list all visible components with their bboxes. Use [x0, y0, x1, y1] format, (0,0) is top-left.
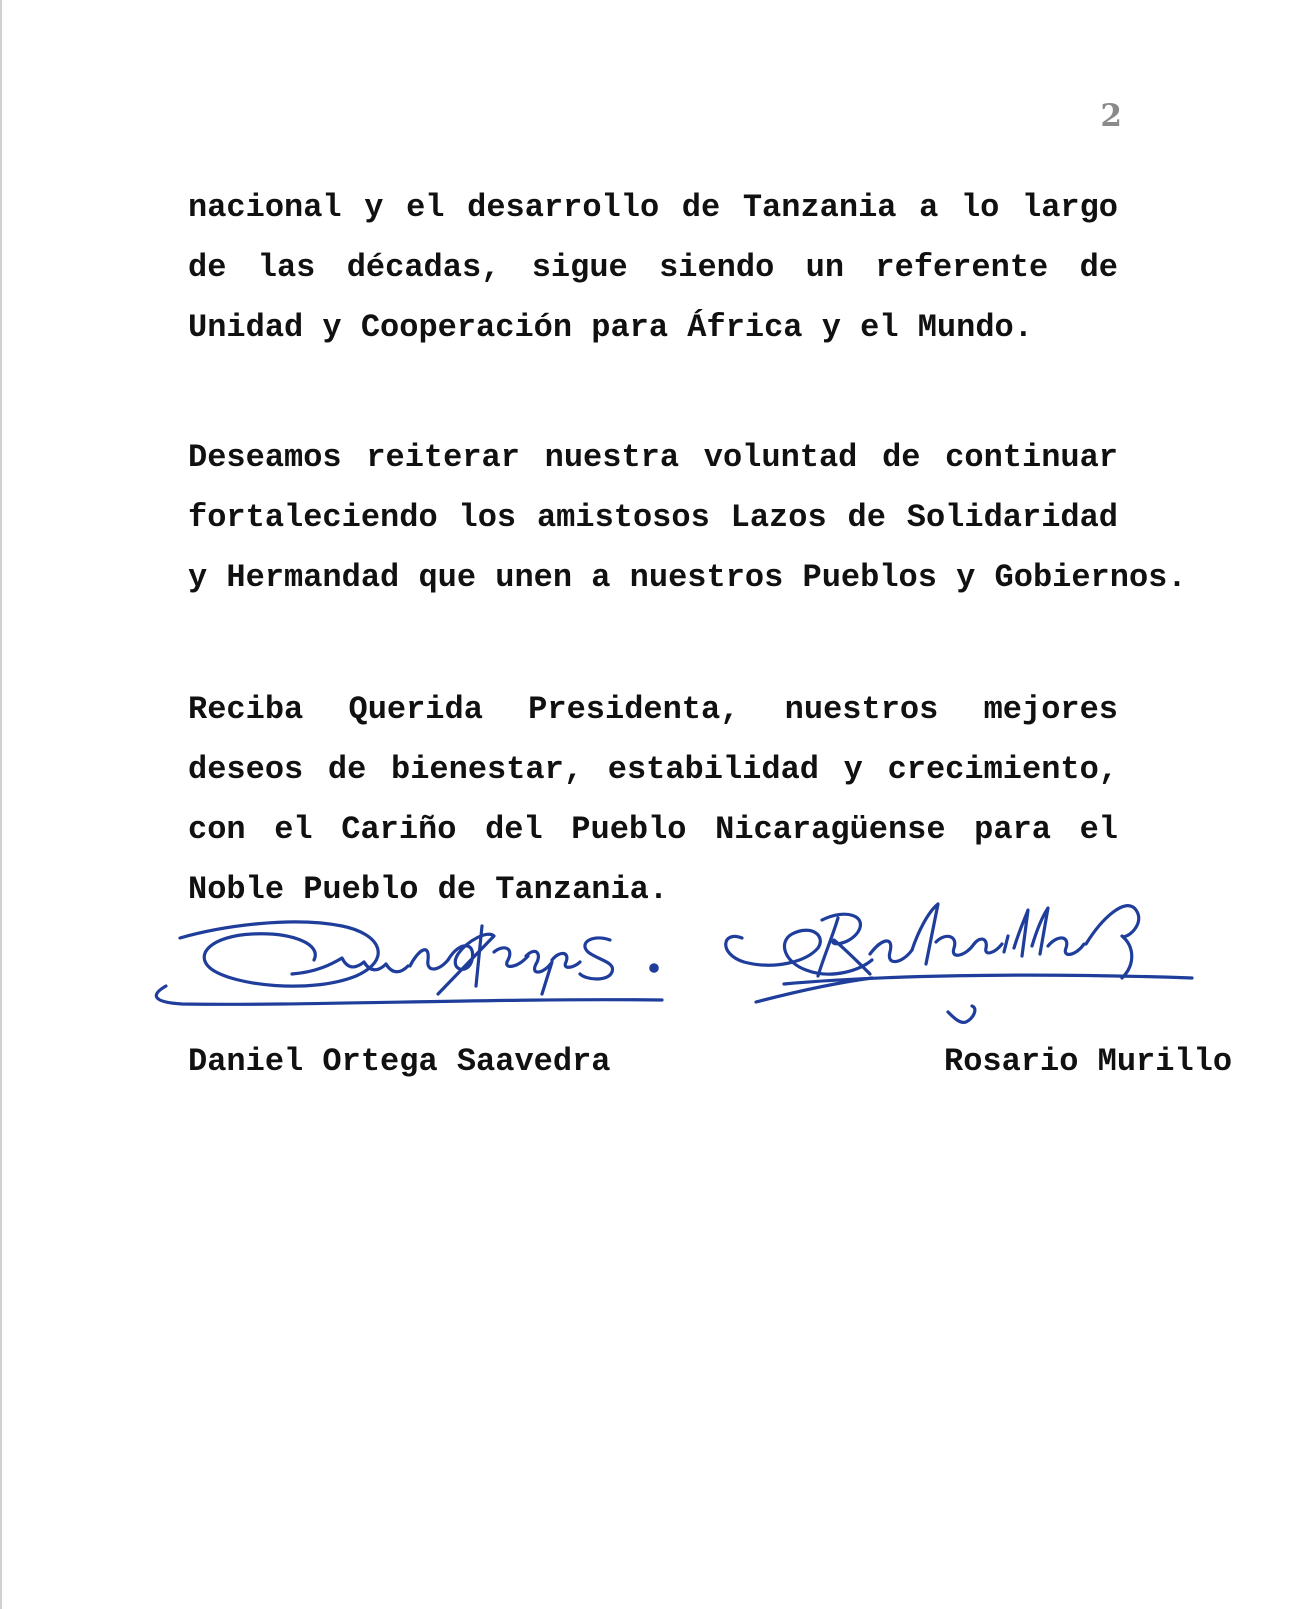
signature-block-ortega — [142, 890, 702, 1090]
paragraph-line: de las décadas, sigue siendo un referente de — [188, 249, 1118, 286]
paragraph-line: Deseamos reiterar nuestra voluntad de continuar — [188, 439, 1118, 476]
signer-name-murillo: Rosario Murillo — [944, 1043, 1233, 1080]
signature-block-murillo — [722, 890, 1233, 1090]
paragraph-wishes — [188, 680, 1118, 920]
signature-area — [142, 890, 1233, 1090]
paragraph-reiteration — [188, 428, 1187, 608]
signer-name-ortega: Daniel Ortega Saavedra — [188, 1043, 611, 1080]
paragraph-line: con el Cariño del Pueblo Nicaragüense para el — [188, 811, 1118, 848]
paragraph-line: Noble Pueblo de Tanzania. — [188, 871, 669, 908]
paragraph-line: Reciba Querida Presidenta, nuestros mejores — [188, 691, 1118, 728]
paragraph-line: fortaleciendo los amistosos Lazos de Solidaridad — [188, 499, 1118, 536]
page-number: 2 — [1100, 98, 1122, 134]
paragraph-line: Unidad y Cooperación para África y el Mundo. — [188, 309, 1033, 346]
paragraph-line: nacional y el desarrollo de Tanzania a lo largo — [188, 189, 1118, 226]
paragraph-line: deseos de bienestar, estabilidad y crecimiento, — [188, 751, 1118, 788]
paragraph-closing-tribute — [188, 178, 1118, 358]
paragraph-line: y Hermandad que unen a nuestros Pueblos y Gobiernos. — [188, 559, 1187, 596]
